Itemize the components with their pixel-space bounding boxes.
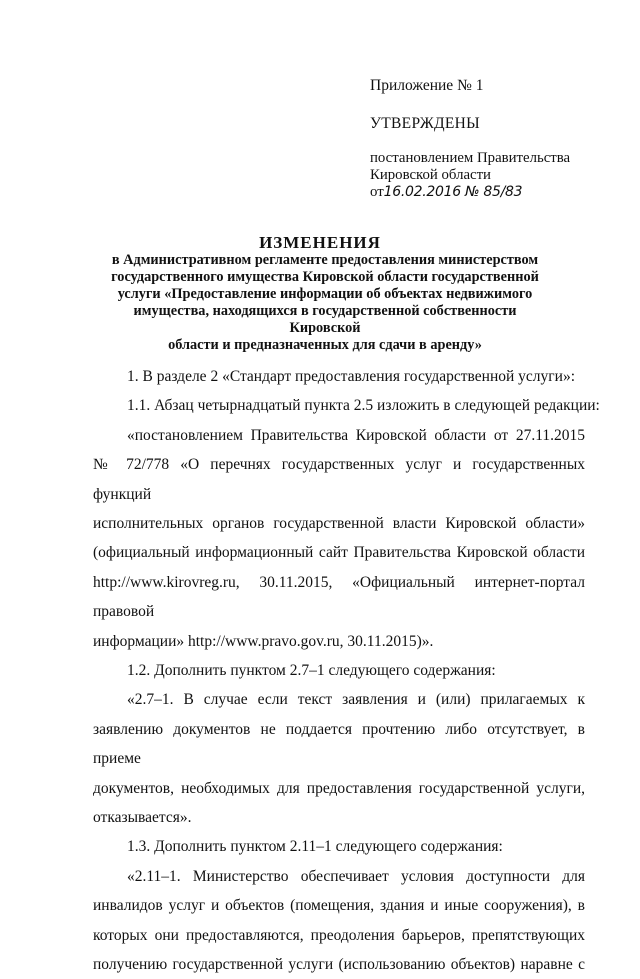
quote-line: отказывается». <box>93 809 192 827</box>
quote-line: «2.7–1. В случае если текст заявления и (или) прилагаемых к <box>127 691 585 709</box>
subtitle-line: государственного имущества Кировской области государственной <box>111 269 539 285</box>
paragraph-1-1: 1.1. Абзац четырнадцатый пункта 2.5 изложить в следующей редакции: <box>127 397 600 415</box>
quote-line: заявлению документов не поддается прочтению либо отсутствует, в приеме <box>93 720 585 768</box>
body-text <box>93 362 600 979</box>
paragraph-1: 1. В разделе 2 «Стандарт предоставления государственной услуги»: <box>127 368 576 385</box>
quote-2 <box>93 685 585 832</box>
decree-reference <box>370 150 570 201</box>
quote-line: получению государственной услуги (использованию объектов) наравне с <box>93 956 585 974</box>
quote-line: которых они предоставляются, преодоления барьеров, препятствующих <box>93 926 585 944</box>
decree-line: постановлением Правительства <box>370 150 571 166</box>
quote-1 <box>93 421 585 656</box>
approved-label: УТВЕРЖДЕНЫ <box>370 115 480 132</box>
quote-line: http://www.kirovreg.ru, 30.11.2015, «Официальный интернет-портал правовой <box>93 573 585 621</box>
handwritten-date-number: 16.02.2016 № 85/83 <box>383 184 523 200</box>
decree-line: Кировской области <box>370 167 491 183</box>
appendix-label: Приложение № 1 <box>370 77 484 94</box>
quote-3 <box>93 862 585 979</box>
subtitle-line: области и предназначенных для сдачи в аренду» <box>168 337 482 353</box>
quote-line: информации» http://www.pravo.gov.ru, 30.11.2015)». <box>93 632 434 650</box>
quote-line: исполнительных органов государственной власти Кировской области» <box>93 515 585 532</box>
subtitle-line: услуги «Предоставление информации об объектах недвижимого <box>117 286 533 302</box>
subtitle-line: в Административном регламенте предоставления министерством <box>111 252 539 268</box>
subtitle-line: имущества, находящихся в государственной собственности Кировской <box>133 303 517 336</box>
paragraph-1-2: 1.2. Дополнить пунктом 2.7–1 следующего содержания: <box>127 662 496 680</box>
decree-date-line <box>370 184 570 201</box>
quote-line: документов, необходимых для предоставления государственной услуги, <box>93 779 585 797</box>
quote-line: «постановлением Правительства Кировской области от 27.11.2015 <box>127 426 585 444</box>
paragraph-1-3: 1.3. Дополнить пунктом 2.11–1 следующего содержания: <box>127 838 503 856</box>
quote-line: «2.11–1. Министерство обеспечивает условия доступности для <box>127 867 585 885</box>
document-subtitle <box>100 252 550 354</box>
quote-line: № 72/778 «О перечнях государственных услуг и государственных функций <box>93 456 585 503</box>
decree-date-prefix: от <box>370 184 384 200</box>
quote-line: инвалидов услуг и объектов (помещения, здания и иные сооружения), в <box>93 897 585 915</box>
quote-line: (официальный информационный сайт Правительства Кировской области <box>93 544 585 562</box>
document-title: ИЗМЕНЕНИЯ <box>259 233 381 252</box>
